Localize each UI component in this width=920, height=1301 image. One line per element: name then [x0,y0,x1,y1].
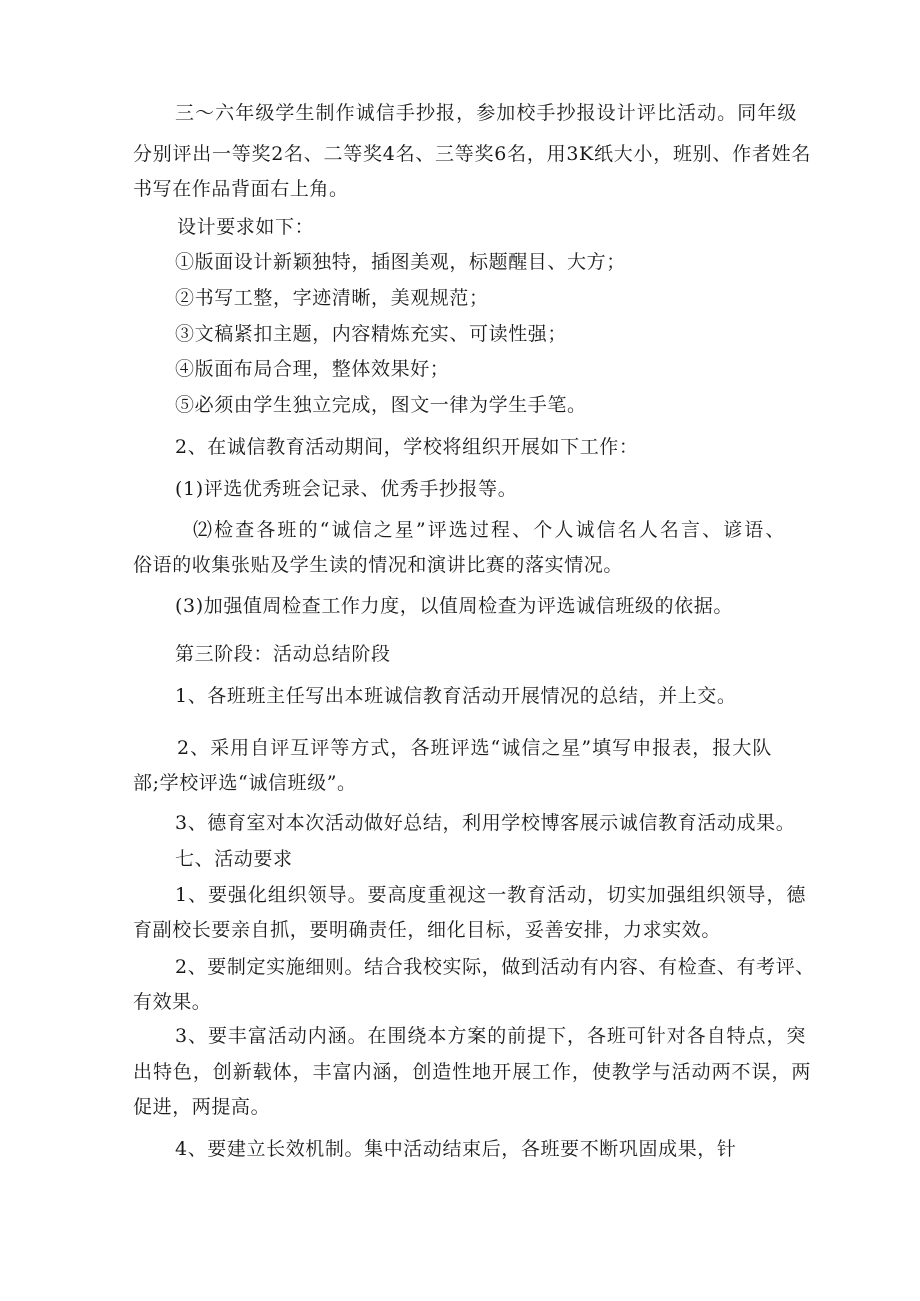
list-item: ④版面布局合理，整体效果好； [175,358,450,380]
paragraph-line: 2、采用自评互评等方式，各班评选“诚信之星”填写申报表，报大队 [177,737,772,759]
paragraph-line: 3、德育室对本次活动做好总结，利用学校博客展示诚信教育活动成果。 [175,812,796,834]
list-item: ①版面设计新颖独特，插图美观，标题醒目、大方； [175,251,626,273]
list-item: ⑤必须由学生独立完成，图文一律为学生手笔。 [175,394,587,416]
paragraph-line: 书写在作品背面右上角。 [133,178,349,200]
paragraph-line: 俗语的收集张贴及学生读的情况和演讲比赛的落实情况。 [133,554,624,576]
paragraph-line: 部;学校评选“诚信班级”。 [133,772,357,794]
list-item: ⑵检查各班的“诚信之星”评选过程、个人诚信名人名言、谚语、 [193,519,785,541]
paragraph-line: 育副校长要亲自抓，要明确责任，细化目标，妥善安排，力求实效。 [133,919,722,941]
paragraph-line: 1、各班班主任写出本班诚信教育活动开展情况的总结，并上交。 [175,685,737,707]
list-item: (1)评选优秀班会记录、优秀手抄报等。 [175,478,518,500]
section-heading: 第三阶段：活动总结阶段 [175,643,391,665]
paragraph-line: 有效果。 [133,991,212,1013]
list-item: ③文稿紧扣主题，内容精炼充实、可读性强； [175,323,568,345]
paragraph-line: 分别评出一等奖2名、二等奖4名、三等奖6名，用3K纸大小，班别、作者姓名 [133,143,811,165]
list-item: (3)加强值周检查工作力度，以值周检查为评选诚信班级的依据。 [175,595,733,617]
paragraph-line: 促进，两提高。 [133,1096,271,1118]
section-heading: 七、活动要求 [175,848,293,870]
paragraph-line: 1、要强化组织领导。要高度重视这一教育活动，切实加强组织领导，德 [175,884,806,906]
paragraph-line: 4、要建立长效机制。集中活动结束后，各班要不断巩固成果，针 [175,1138,737,1160]
section-heading: 设计要求如下： [177,216,315,238]
paragraph-line: 出特色，创新载体，丰富内涵，创造性地开展工作，使教学与活动两不误，两 [133,1061,811,1083]
paragraph-line: 2、要制定实施细则。结合我校实际，做到活动有内容、有检查、有考评、 [175,956,815,978]
paragraph-line: 三～六年级学生制作诚信手抄报，参加校手抄报设计评比活动。同年级 [175,102,797,124]
list-item: ②书写工整，字迹清晰，美观规范； [175,287,489,309]
paragraph-line: 2、在诚信教育活动期间，学校将组织开展如下工作： [175,436,639,458]
paragraph-line: 3、要丰富活动内涵。在围绕本方案的前提下，各班可针对各自特点，突 [175,1025,806,1047]
